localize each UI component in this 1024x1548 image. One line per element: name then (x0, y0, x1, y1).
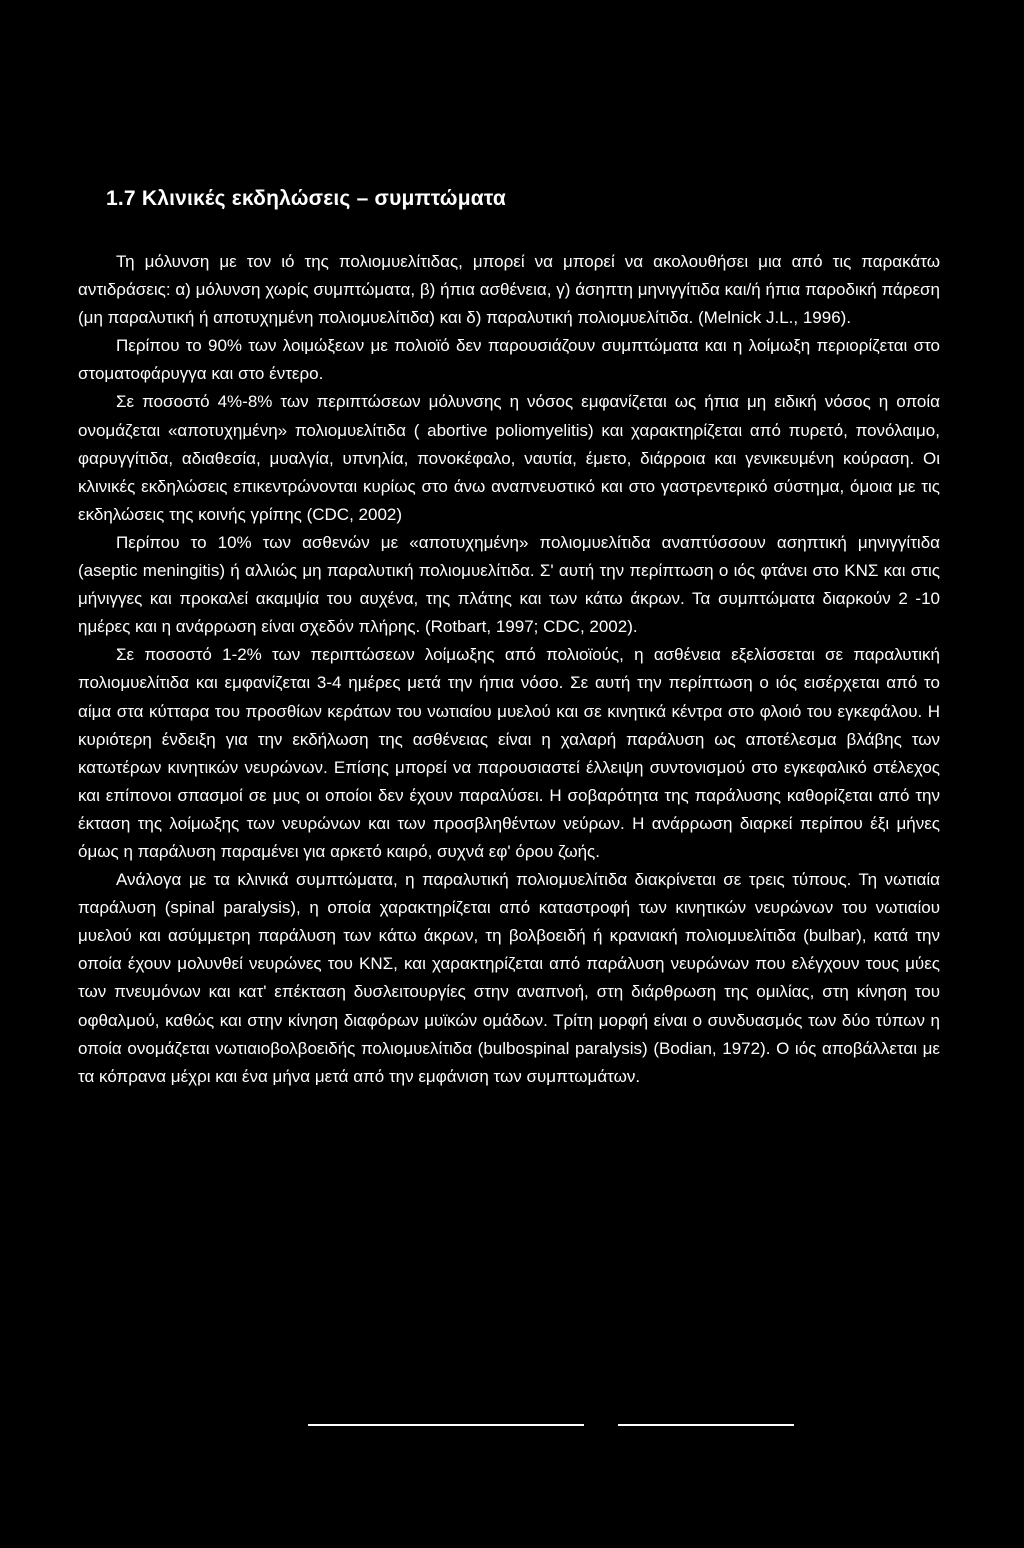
paragraph: Τη μόλυνση με τον ιό της πολιομυελίτιδας, μπορεί να μπορεί να ακολουθήσει μια από τις παρακάτω αντιδράσεις: α) μόλυνση χωρίς συμπτώματα, β) ήπια ασθένεια, γ) άσηπτη μηνιγγίτιδα και/ή ήπια παροδική πάρεση (μη παραλυτική ή αποτυχημένη πολιομυελίτιδα) και δ) παραλυτική πολιομυελίτιδα. (Melnick J.L., 1996). (78, 252, 940, 328)
paragraph: Σε ποσοστό 1-2% των περιπτώσεων λοίμωξης από πολιοϊούς, η ασθένεια εξελίσσεται σε παραλυτική πολιομυελίτιδα και εμφανίζεται 3-4 ημέρες μετά την ήπια νόσο. Σε αυτή την περίπτωση ο ιός εισέρχεται από το αίμα στα κύτταρα του προσθίων κεράτων του νωτιαίου μυελού και σε κινητικά κέντρα στο φλοιό του εγκεφάλου. Η κυριότερη ένδειξη για την εκδήλωση της ασθένειας είναι η χαλαρή παράλυση ως αποτέλεσμα βλάβης των κατωτέρων κινητικών νευρώνων. Επίσης μπορεί να παρουσιαστεί έλλειψη συντονισμού στο εγκεφαλικό στέλεχος και επίπονοι σπασμοί σε μυς οι οποίοι δεν έχουν παραλύσει. Η σοβαρότητα της παράλυσης καθορίζεται από την έκταση της λοίμωξης των νευρώνων και των προσβληθέντων νεύρων. Η ανάρρωση διαρκεί περίπου έξι μήνες όμως η παράλυση παραμένει για αρκετό καιρό, συχνά εφ' όρου ζωής. (78, 645, 940, 861)
section-heading: 1.7 Κλινικές εκδηλώσεις – συμπτώματα (106, 187, 506, 210)
paragraph: Σε ποσοστό 4%-8% των περιπτώσεων μόλυνσης η νόσος εμφανίζεται ως ήπια μη ειδική νόσος η οποία ονομάζεται «αποτυχημένη» πολιομυελίτιδα ( abortive poliomyelitis) και χαρακτηρίζεται από πυρετό, πονόλαιμο, φαρυγγίτιδα, αδιαθεσία, μυαλγία, υπνηλία, πονοκέφαλο, ναυτία, έμετο, διάρροια και γενικευμένη κούραση. Οι κλινικές εκδηλώσεις επικεντρώνονται κυρίως στο άνω αναπνευστικό και στο γαστρεντερικό σύστημα, όμοια με τις εκδηλώσεις της κοινής γρίπης (CDC, 2002) (78, 392, 940, 524)
paragraph: Ανάλογα με τα κλινικά συμπτώματα, η παραλυτική πολιομυελίτιδα διακρίνεται σε τρεις τύπους. Τη νωτιαία παράλυση (spinal paralysis), η οποία χαρακτηρίζεται από καταστροφή των κινητικών νευρώνων του νωτιαίου μυελού και ασύμμετρη παράλυση των κάτω άκρων, τη βολβοειδή ή κρανιακή πολιομυελίτιδα (bulbar), κατά την οποία έχουν μολυνθεί νευρώνες του ΚΝΣ, και χαρακτηρίζεται από παράλυση νευρώνων που ελέγχουν τους μύες των πνευμόνων και κατ' επέκταση δυσλειτουργίες στην αναπνοή, στη διάρθρωση της ομιλίας, στη κίνηση του οφθαλμού, καθώς και στην κίνηση διαφόρων μυϊκών ομάδων. Τρίτη μορφή είναι ο συνδυασμός των δύο τύπων η οποία ονομάζεται νωτιαιοβολβοειδής πολιομυελίτιδα (bulbospinal paralysis) (Bodian, 1972). Ο ιός αποβάλλεται με τα κόπρανα μέχρι και ένα μήνα μετά από την εμφάνιση των συμπτωμάτων. (78, 870, 940, 1086)
footer-rule-right (618, 1424, 794, 1426)
body-text (78, 248, 940, 1091)
paragraph: Περίπου το 10% των ασθενών με «αποτυχημένη» πολιομυελίτιδα αναπτύσσουν ασηπτική μηνιγγίτιδα (aseptic meningitis) ή αλλιώς μη παραλυτική πολιομυελίτιδα. Σ' αυτή την περίπτωση ο ιός φτάνει στο ΚΝΣ και στις μήνιγγες και προκαλεί ακαμψία του αυχένα, της πλάτης και των κάτω άκρων. Τα συμπτώματα διαρκούν 2 -10 ημέρες και η ανάρρωση είναι σχεδόν πλήρης. (Rotbart, 1997; CDC, 2002). (78, 532, 940, 637)
paragraph: Περίπου το 90% των λοιμώξεων με πολιοϊό δεν παρουσιάζουν συμπτώματα και η λοίμωξη περιορίζεται στο στοματοφάρυγγα και στο έντερο. (78, 336, 940, 384)
footer-rule-left (308, 1424, 584, 1426)
